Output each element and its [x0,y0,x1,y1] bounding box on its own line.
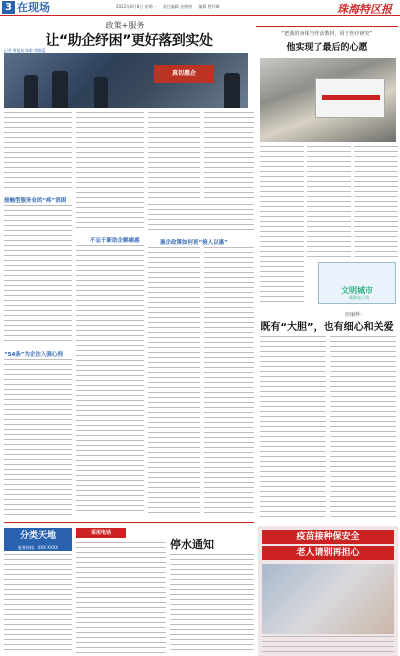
article-text-col3b [148,204,254,234]
article-kicker: 政策+服务 [105,21,145,30]
article-photo [4,53,248,108]
article-text-col1b [4,205,72,345]
vacc-caption [262,636,394,654]
article-text-col3 [148,112,200,200]
subhead-2: 不忘于新助企解痛惑 [90,238,140,244]
page-number: 3 [2,1,15,14]
article-text-col2b [76,245,144,515]
vacc-photo [262,564,394,634]
ad-tag: 采用电话 [76,528,126,538]
ambulance-illustration [315,78,385,118]
article-text-col4 [204,112,254,200]
subhead-1: 接触型服务业的“疼”消困 [4,198,67,204]
vacc-line-2: 老人请别再担心 [262,546,394,560]
vaccination-ad [258,526,398,656]
notice-text [170,554,254,654]
section-title: 在现场 [17,1,50,14]
newspaper-logo: 珠海特区报 [337,3,392,16]
right-text-col3 [354,146,398,258]
article-text-col1c [4,359,72,515]
article-text-col1 [4,112,72,192]
classified-title: 分类天地 [4,528,72,544]
photo-sign: 真切惠企 [154,65,214,83]
ad-text [76,542,166,654]
review-label: 应丽珍： [345,312,366,318]
article-text-col3c [148,247,200,515]
right-headline: 他实现了最后的心愿 [286,43,368,53]
ads-divider [4,522,254,523]
right-text-col1 [260,146,304,306]
right-text-col2 [307,146,351,258]
header-meta [116,3,296,11]
classified-text [4,554,72,654]
subhead-4: 惠企政策如何更“接人以惠” [160,240,228,246]
civ-title: 文明城市 [341,286,373,295]
meta-editor: 责任编辑 金格格 [162,4,193,9]
civilization-logo [318,262,396,304]
civ-subtitle: 珠海在行动 [349,295,369,300]
right-kicker: “把我的身体当作活教材，用于医疗研究” [281,31,373,37]
article-text-col4c [204,247,254,515]
article-byline: 记者 黄旭初 陈醉 徐颖蓝 [4,48,46,53]
meta-date: 2022年8月8日 星期一 [116,4,157,9]
right-text-col4 [260,336,326,520]
subhead-3: “54条”为企注入强心剂 [4,352,63,358]
classified-phone: 服务热线：0XX XXXX [4,544,72,551]
article-text-col2 [76,112,144,230]
vacc-line-1: 疫苗接种保安全 [262,530,394,544]
meta-designer: 编辑 楚玲峰 [198,4,220,9]
right-headline-2: 既有“大胆”，也有细心和关爱 [260,322,394,333]
right-text-col5 [330,336,396,520]
notice-title: 停水通知 [170,538,214,551]
right-divider [256,26,398,27]
right-photo [260,58,396,142]
article-headline: 让“助企纾困”更好落到实处 [45,33,213,49]
